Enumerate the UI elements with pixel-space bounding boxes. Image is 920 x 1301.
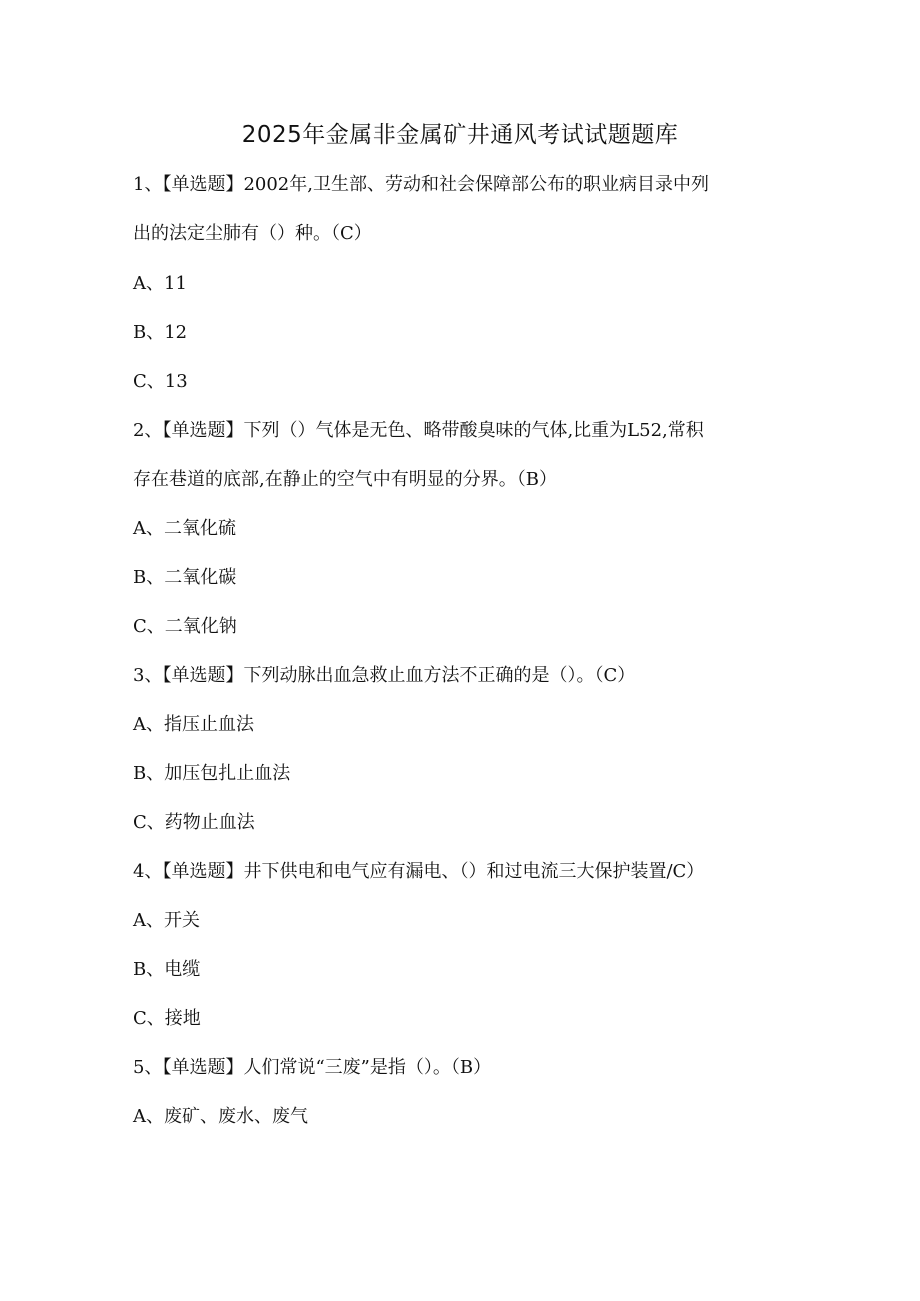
question-2-text-line-1: 2、【单选题】下列（）气体是无色、略带酸臭味的气体,比重为L52,常积 <box>133 420 704 441</box>
question-4-option-b: B、电缆 <box>133 959 201 980</box>
question-1-option-b: B、12 <box>133 322 188 343</box>
question-2-text-line-2: 存在巷道的底部,在静止的空气中有明显的分界。（B） <box>133 469 557 490</box>
question-2-option-b: B、二氧化碳 <box>133 567 237 588</box>
question-3-option-a: A、指压止血法 <box>133 714 254 735</box>
question-1-option-c: C、13 <box>133 371 188 392</box>
question-2-option-a: A、二氧化硫 <box>133 518 236 539</box>
question-2-option-c: C、二氧化钠 <box>133 616 237 637</box>
question-4-option-a: A、开关 <box>133 910 200 931</box>
question-3-option-c: C、药物止血法 <box>133 812 255 833</box>
question-4-option-c: C、接地 <box>133 1008 201 1029</box>
question-1-text-line-2: 出的法定尘肺有（）种。（C） <box>133 223 372 244</box>
question-1-option-a: A、11 <box>133 273 187 294</box>
question-5-text: 5、【单选题】人们常说“三废”是指（）。（B） <box>133 1057 492 1078</box>
question-4-text: 4、【单选题】井下供电和电气应有漏电、（）和过电流三大保护装置/C） <box>133 861 705 882</box>
question-3-text: 3、【单选题】下列动脉出血急救止血方法不正确的是（）。（C） <box>133 665 636 686</box>
question-3-option-b: B、加压包扎止血法 <box>133 763 291 784</box>
question-5-option-a: A、废矿、废水、废气 <box>133 1106 308 1127</box>
question-1-text-line-1: 1、【单选题】2002年,卫生部、劳动和社会保障部公布的职业病目录中列 <box>133 174 709 195</box>
document-title: 2025年金属非金属矿井通风考试试题题库 <box>241 122 679 148</box>
